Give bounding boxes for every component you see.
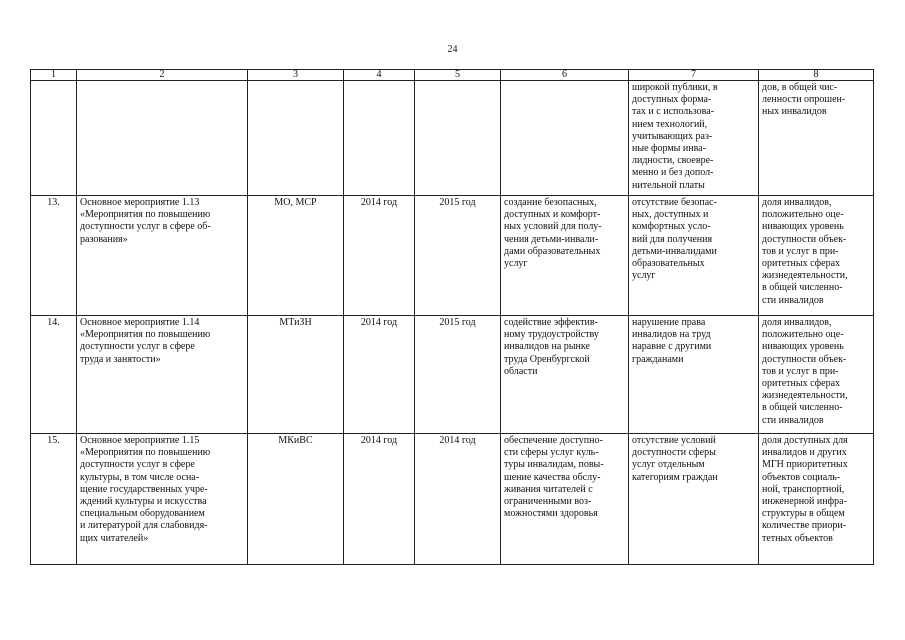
measures-table: [30, 69, 874, 565]
column-number: 5: [415, 70, 501, 81]
column-number: 4: [344, 70, 415, 81]
non-implementation-consequence: отсутствие безопас- ных, доступных и комфортных усло- вий для получения детьми-инвалидами образовательных услуг: [629, 196, 759, 316]
row-number: 15.: [31, 434, 77, 565]
indicator-link: дов, в общей чис- ленности опрошен- ных инвалидов: [759, 81, 874, 196]
expected-result: создание безопасных, доступных и комфорт- ных условий для полу- чения детьми-инвали- дами образовательных услуг: [501, 196, 629, 316]
end-year: 2015 год: [415, 196, 501, 316]
table-row-15: [31, 434, 874, 565]
end-year: [415, 81, 501, 196]
measure-name: Основное мероприятие 1.14 «Мероприятия по повышению доступности услуг в сфере труда и занятости»: [77, 316, 248, 434]
end-year: 2015 год: [415, 316, 501, 434]
start-year: [344, 81, 415, 196]
measure-name: [77, 81, 248, 196]
start-year: 2014 год: [344, 316, 415, 434]
row-number: 14.: [31, 316, 77, 434]
start-year: 2014 год: [344, 434, 415, 565]
executor: МО, МСР: [248, 196, 344, 316]
table-row-14: [31, 316, 874, 434]
table-row-continuation: [31, 81, 874, 196]
row-number: [31, 81, 77, 196]
executor: [248, 81, 344, 196]
measure-name: Основное мероприятие 1.15 «Мероприятия по повышению доступности услуг в сфере культуры, в том числе осна- щение государственных учре- ждений культуры и искусства специальным оборудованием и литературой для слабовидя- щих читателей»: [77, 434, 248, 565]
table-row-13: [31, 196, 874, 316]
expected-result: содействие эффектив- ному трудоустройству инвалидов на рынке труда Оренбургской области: [501, 316, 629, 434]
expected-result: [501, 81, 629, 196]
column-number: 1: [31, 70, 77, 81]
start-year: 2014 год: [344, 196, 415, 316]
column-number: 3: [248, 70, 344, 81]
non-implementation-consequence: отсутствие условий доступности сферы услуг отдельным категориям граждан: [629, 434, 759, 565]
end-year: 2014 год: [415, 434, 501, 565]
non-implementation-consequence: широкой публики, в доступных форма- тах и с использова- нием технологий, учитывающих раз- ные формы инва- лидности, своевре- менно и без допол- нительной платы: [629, 81, 759, 196]
row-number: 13.: [31, 196, 77, 316]
column-number: 7: [629, 70, 759, 81]
indicator-link: доля доступных для инвалидов и других МГН приоритетных объектов социаль- ной, транспортной, инженерной инфра- структуры в общем количестве приори- тетных объектов: [759, 434, 874, 565]
column-number: 2: [77, 70, 248, 81]
non-implementation-consequence: нарушение права инвалидов на труд наравне с другими гражданами: [629, 316, 759, 434]
measure-name: Основное мероприятие 1.13 «Мероприятия по повышению доступности услуг в сфере об- разования»: [77, 196, 248, 316]
executor: МКиВС: [248, 434, 344, 565]
indicator-link: доля инвалидов, положительно оце- нивающих уровень доступности объек- тов и услуг в при- оритетных сферах жизнедеятельности, в общей численно- сти инвалидов: [759, 196, 874, 316]
expected-result: обеспечение доступно- сти сферы услуг куль- туры инвалидам, повы- шение качества обслу- живания читателей с ограниченными воз- можностями здоровья: [501, 434, 629, 565]
page-number: 24: [447, 44, 458, 55]
indicator-link: доля инвалидов, положительно оце- нивающих уровень доступности объек- тов и услуг в при- оритетных сферах жизнедеятельности, в общей численно- сти инвалидов: [759, 316, 874, 434]
executor: МТиЗН: [248, 316, 344, 434]
column-numbers-row: [31, 70, 874, 81]
column-number: 8: [759, 70, 874, 81]
column-number: 6: [501, 70, 629, 81]
